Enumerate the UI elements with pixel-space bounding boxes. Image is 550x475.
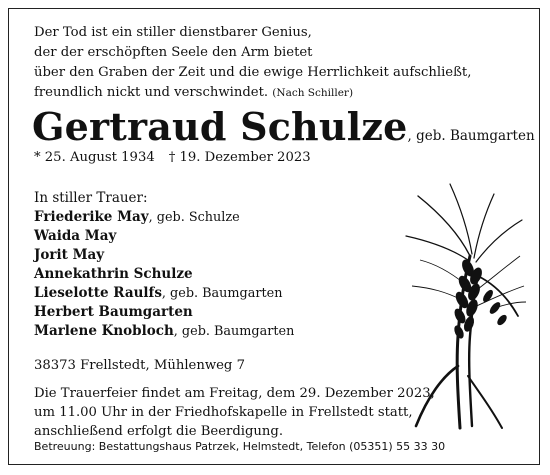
- mourner-5: [34, 284, 282, 303]
- funeral-notice-line-1: Die Trauerfeier findet am Freitag, dem 29. Dezember 2023,: [34, 386, 435, 401]
- mourner-name: Annekathrin Schulze: [34, 266, 193, 282]
- mourner-name: Marlene Knobloch: [34, 323, 174, 339]
- quote-attribution: (Nach Schiller): [272, 87, 354, 99]
- quote-line-2: der der erschöpften Seele den Arm bietet: [34, 45, 313, 60]
- quote-line-4-text: freundlich nickt und verschwindet.: [34, 85, 269, 100]
- mourner-name: Friederike May: [34, 209, 149, 225]
- birth-date: * 25. August 1934: [34, 150, 155, 165]
- mourner-birth-name: , geb. Baumgarten: [173, 324, 295, 339]
- mourner-name: Waida May: [34, 228, 117, 244]
- funeral-notice-line-2: um 11.00 Uhr in der Friedhofskapelle in Frellstedt statt,: [34, 405, 413, 420]
- life-dates: [34, 150, 311, 165]
- family-address: 38373 Frellstedt, Mühlenweg 7: [34, 358, 245, 373]
- mourner-3: [34, 246, 104, 265]
- death-date: † 19. Dezember 2023: [168, 150, 311, 165]
- funeral-home-credit: Betreuung: Bestattungshaus Patrzek, Helmstedt, Telefon (05351) 55 33 30: [34, 440, 446, 453]
- mourner-1: [34, 208, 240, 227]
- quote-line-4: [34, 83, 353, 103]
- mourning-intro: In stiller Trauer:: [34, 190, 148, 206]
- mourner-name: Herbert Baumgarten: [34, 304, 193, 320]
- funeral-notice-line-3: anschließend erfolgt die Beerdigung.: [34, 424, 284, 439]
- quote-line-3: über den Graben der Zeit und die ewige Herrlichkeit aufschließt,: [34, 65, 472, 80]
- wheat-ear-icon: [398, 176, 528, 431]
- mourner-4: [34, 265, 193, 284]
- mourner-birth-name: , geb. Schulze: [148, 210, 240, 225]
- quote-line-1: Der Tod ist ein stiller dienstbarer Genius,: [34, 25, 312, 40]
- mourner-name: Lieselotte Raulfs: [34, 285, 162, 301]
- mourner-2: [34, 227, 116, 246]
- deceased-birth-name: , geb. Baumgarten: [407, 128, 535, 144]
- mourner-7: [34, 322, 294, 341]
- deceased-name-line: [32, 104, 535, 149]
- mourner-6: [34, 303, 193, 322]
- deceased-name: Gertraud Schulze: [32, 104, 408, 149]
- mourner-birth-name: , geb. Baumgarten: [161, 286, 283, 301]
- mourner-name: Jorit May: [34, 247, 105, 263]
